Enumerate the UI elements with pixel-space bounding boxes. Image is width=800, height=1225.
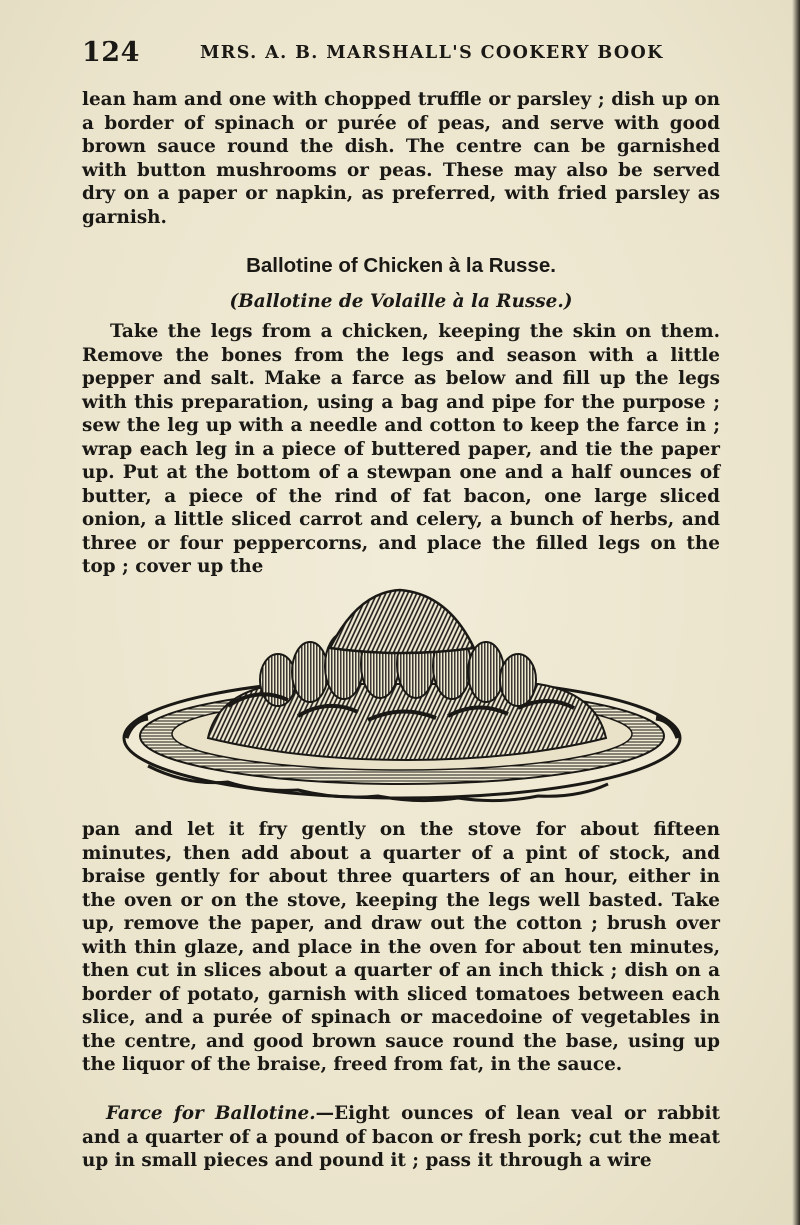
farce-text: —Eight ounces of lean veal or rabbit and a quarter of a pound of bacon or fresh pork; cut the meat up in small pieces and pound it ; pass it through a wire [82, 1103, 721, 1172]
recipe-paragraph-1: Take the legs from a chicken, keeping the skin on them. Remove the bones from the legs and season with a little pepper and salt. Make a farce as below and fill up the legs with this preparation, using a bag and pipe for the purpose ; sew the leg up with a needle and cotton to keep the farce in ; wrap each leg in a piece of buttered paper, and tie the paper up. Put at the bottom of a stewpan one and a half ounces of butter, a piece of the rind of fat bacon, one large sliced onion, a little sliced carrot and celery, a bunch of herbs, and three or four peppercorns, and place the filled legs on the top ; cover up the [82, 321, 720, 578]
intro-paragraph: lean ham and one with chopped truffle or parsley ; dish up on a border of spinach or purée of peas, and serve with good brown sauce round the dish. The centre can be garnished with button mushrooms or peas. These may also be served dry on a paper or napkin, as preferred, with fried parsley as garnish. [82, 89, 720, 228]
recipe-paragraph-2: pan and let it fry gently on the stove for about fifteen minutes, then add about a quarter of a pint of stock, and braise gently for about three quarters of an hour, either in the oven or on the stove, keeping the legs well basted. Take up, remove the paper, and draw out the cotton ; brush over with thin glaze, and place in the oven for about ten minutes, then cut in slices about a quarter of an inch thick ; dish on a border of potato, garnish with sliced tomatoes between each slice, and a purée of spinach or macedoine of vegetables in the centre, and good brown sauce round the base, using up the liquor of the braise, freed from fat, in the sauce. [82, 819, 720, 1076]
centre-puree-mound [330, 590, 474, 653]
ballotine-dish-engraving [118, 588, 686, 810]
farce-label: Farce for Ballotine. [106, 1103, 316, 1124]
farce-paragraph [82, 1102, 720, 1173]
page-edge-shadow [792, 0, 800, 1225]
page-number: 124 [82, 37, 140, 68]
recipe-title: Ballotine of Chicken à la Russe. [246, 254, 556, 277]
running-head: MRS. A. B. MARSHALL'S COOKERY BOOK [200, 43, 664, 63]
recipe-subtitle: (Ballotine de Volaille à la Russe.) [229, 291, 573, 312]
page-header [82, 37, 722, 67]
